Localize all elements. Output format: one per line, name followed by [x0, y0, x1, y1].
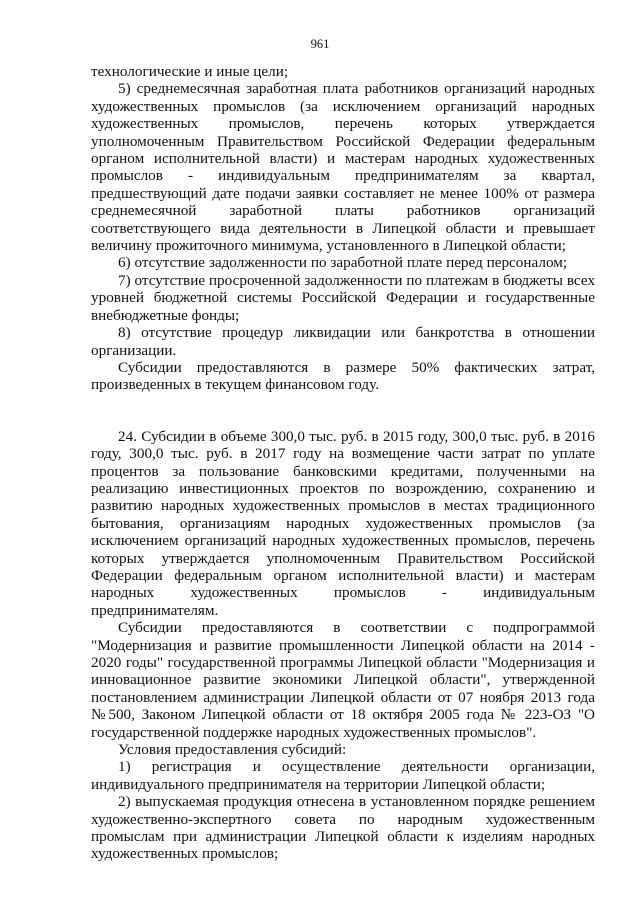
- paragraph-item-6: 6) отсутствие задолженности по заработной плате перед персоналом;: [118, 254, 568, 272]
- paragraph-section-24: 24. Субсидии в объеме 300,0 тыс. руб. в 2015 году, 300,0 тыс. руб. в 2016 году, 300,0 тыс. руб. в 2017 году на возмещение части затрат по уплате процентов за пользование банковскими кредитами, полученными на реализацию инвестиционных проектов по возрождению, сохранению и развитию народных художественных промыслов в местах традиционного бытования, организациям народных художественных промыслов (за исключением организаций народных художественных промыслов, перечень которых утверждается уполномоченным Правительством Российской Федерации федеральным органом исполнительной власти) и мастерам народных художественных промыслов - индивидуальным предпринимателям.: [91, 427, 595, 619]
- paragraph-item-7: 7) отсутствие просроченной задолженности по платежам в бюджеты всех уровней бюджетной системы Российской Федерации и государственные внебюджетные фонды;: [91, 271, 595, 324]
- paragraph-condition-2: 2) выпускаемая продукция отнесена в установленном порядке решением художественно-экспертного совета по народным художественным промыслам при администрации Липецкой области к изделиям народных художественных промыслов;: [91, 793, 595, 863]
- document-body: [91, 63, 595, 863]
- paragraph-subsidy-size: Субсидии предоставляются в размере 50% фактических затрат, произведенных в текущем финансовом году.: [91, 358, 595, 394]
- paragraph-item-5: 5) среднемесячная заработная плата работников организаций народных художественных промыслов (за исключением организаций народных художественных промыслов, перечень которых утверждается уполномоченным Правительством Российской Федерации федеральным органом исполнительной власти) и мастерам народных художественных промыслов - индивидуальным предпринимателям за квартал, предшествующий дате подачи заявки составляет не менее 100% от размера среднемесячной заработной платы работников организаций соответствующего вида деятельности в Липецкой области и превышает величину прожиточного минимума, установленного в Липецкой области;: [91, 80, 595, 255]
- paragraph-subsidy-basis: Субсидии предоставляются в соответствии с подпрограммой "Модернизация и развитие промышленности Липецкой области на 2014 - 2020 годы" государственной программы Липецкой области "Модернизация и инновационное развитие экономики Липецкой области", утвержденной постановлением администрации Липецкой области от 07 ноября 2013 года №500, Законом Липецкой области от 18 октября 2005 года № 223-ОЗ "О государственной поддержке народных художественных промыслов".: [91, 619, 595, 741]
- page-number: 961: [310, 37, 330, 51]
- paragraph-condition-1: 1) регистрация и осуществление деятельности организации, индивидуального предпринимателя на территории Липецкой области;: [91, 758, 595, 793]
- section-spacer: [91, 394, 595, 428]
- paragraph-conditions-heading: Условия предоставления субсидий:: [118, 741, 347, 759]
- paragraph-item-8: 8) отсутствие процедур ликвидации или банкротства в отношении организации.: [91, 324, 595, 359]
- paragraph-continuation: технологические и иные цели;: [91, 63, 289, 80]
